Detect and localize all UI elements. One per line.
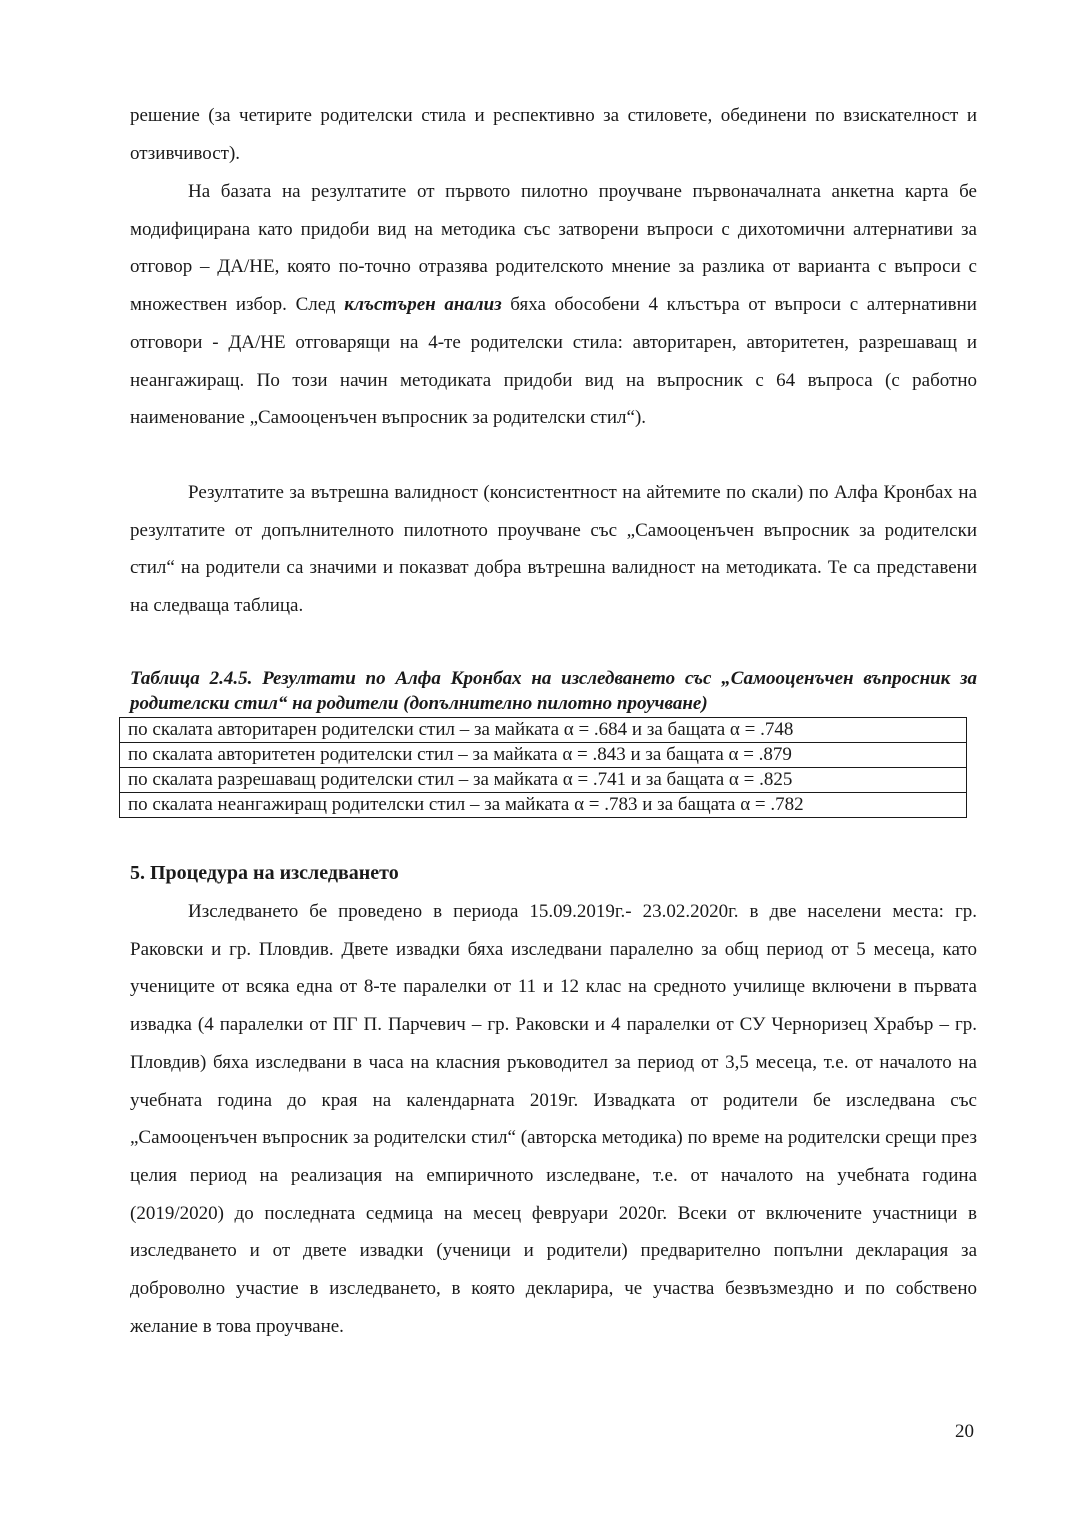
cronbach-alpha-table <box>119 717 967 818</box>
table-cell: по скалата авторитарен родителски стил – за майката α = .684 и за бащата α = .748 <box>120 718 967 743</box>
table-caption: Таблица 2.4.5. Резултати по Алфа Кронбах на изследването със „Самооценъчен въпросник за родителски стил“ на родители (допълнително пилотно проучване) <box>130 668 977 714</box>
paragraph-methodology <box>130 173 977 437</box>
table-row <box>120 793 967 818</box>
paragraph-validity: Резултатите за вътрешна валидност (консистентност на айтемите по скали) по Алфа Кронбах на резултатите от допълнителното пилотното проучване със „Самооценъчен въпросник за родителски стил“ на родители са значими и показват добра вътрешна валидност на методиката. Те са представени на следваща таблица. <box>130 482 977 617</box>
paragraph-continuation: решение (за четирите родителски стила и респективно за стиловете, обединени по взискателност и отзивчивост). <box>130 105 977 164</box>
section-heading: 5. Процедура на изследването <box>130 862 399 884</box>
table-row <box>120 718 967 743</box>
page-number: 20 <box>955 1421 974 1442</box>
table-row <box>120 743 967 768</box>
table-cell: по скалата разрешаващ родителски стил – за майката α = .741 и за бащата α = .825 <box>120 768 967 793</box>
table-cell: по скалата авторитетен родителски стил – за майката α = .843 и за бащата α = .879 <box>120 743 967 768</box>
paragraph-text: бяха обособени 4 клъстъра от въпроси с алтернативни отговори - ДА/НЕ отговарящи на 4-те родителски стила: авторитарен, авторитетен, разрешаващ и неангажиращ. По този начин методиката придоби вид на въпросник с 64 въпроса (с работно наименование „Самооценъчен въпросник за родителски стил“). <box>130 294 977 429</box>
emphasis-cluster-analysis: клъстърен анализ <box>344 294 502 316</box>
paragraph-text: На базата на резултатите от първото пилотно проучване първоначалната анкетна карта бе модифицирана като придоби вид на методика със затворени въпроси с дихотомични алтернативи за отговор – ДА/НЕ, която по-точно отразява родителското мнение за разлика от варианта с въпроси с множествен избор. След <box>130 181 977 316</box>
table-cell: по скалата неангажиращ родителски стил – за майката α = .783 и за бащата α = .782 <box>120 793 967 818</box>
table-row <box>120 768 967 793</box>
paragraph-procedure: Изследването бе проведено в периода 15.09.2019г.- 23.02.2020г. в две населени места: гр. Раковски и гр. Пловдив. Двете извадки бяха изследвани паралелно за общ период от 5 месеца, като учениците от всяка една от 8-те паралелки от 11 и 12 клас на средното училище включени в първата извадка (4 паралелки от ПГ П. Парчевич – гр. Раковски и 4 паралелки от СУ Черноризец Храбър – гр. Пловдив) бяха изследвани в часа на класния ръководител за период от 3,5 месеца, т.е. от началото на учебната година до края на календарната 2019г. Извадката от родители бе изследвана със „Самооценъчен въпросник за родителски стил“ (авторска методика) по време на родителски срещи през целия период на реализация на емпиричното изследване, т.е. от началото на учебната година (2019/2020) до последната седмица на месец февруари 2020г. Всеки от включените участници в изследването и от двете извадки (ученици и родители) предварително попълни декларация за доброволно участие в изследването, в която декларира, че участва безвъзмездно и по собствено желание в това проучване. <box>130 901 977 1337</box>
